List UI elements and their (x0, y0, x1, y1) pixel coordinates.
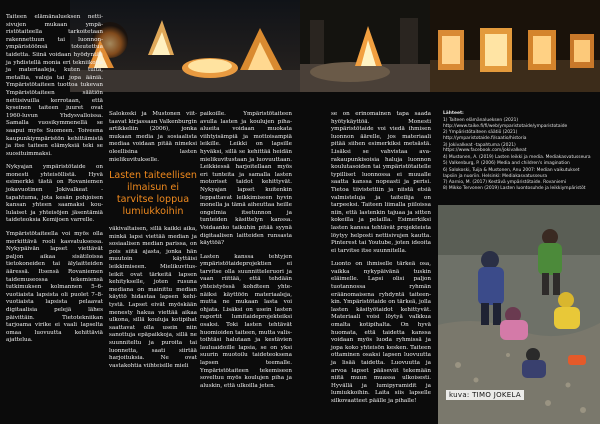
ice-lanterns-photo-3 (430, 0, 600, 92)
pull-quote: Lasten taiteellisen ilmaisun ei tarvitse loppua lumiukkoihin (109, 170, 197, 217)
photo-credit: kuva: TIMO JOKELA (446, 390, 524, 400)
paragraph: Ympäristötaiteella voi myös olla merkittävä rooli kasvatuksessa. Nykypäivän lapset viettävät paljon aikaa sisätiloissa tietokoneiden tai älylaitteiden ääressä. Itsensä Rovaniemen taidemuseossa tekemiensä tutkimuksen kolmannen 5–6-vuotiaista lapsista oli puolet 7–8-vuotiaista lapsista pelaavat digitaalisia pelejä lähes päivittäin. Tietotekniikan tarjoama virike ei vaali lapselta omaa luovuutta kehittäviä ajattelua. (6, 231, 103, 344)
source-link[interactable]: 4) Mustonen, A. (2019) Lasten leikki ja media. Mediakasvatusseura (443, 154, 591, 160)
article-column-3 (200, 111, 292, 396)
source-link[interactable]: 5) Valkenburg, P. (2006) Media and children's imagination (443, 161, 570, 167)
source-link[interactable]: 1) Taiteen elämänalueksen (2021) http://www.taike.fi/fi/web/ymparistotaide/ymparistotaide (443, 117, 568, 129)
source-link[interactable]: 3) Jokivalkeat -tapahtuma (2021) https://www.facebook.com/jokivalkeat (443, 142, 527, 154)
paragraph: Luonto on ihmiselle tärkeä osa, vaikka nykypäivänä tuskin eläimelle. Lapsi olisi paljon tuotannossa ryhmän eräänomaisena ryhdyntä taiteenkin. Ympäristötaide on tärkeä, jolla lasten käsityötaidot kehittyvät. Materiaali voisi löytyä valkkua omalta kotipihalta. On hyvä huomata, että taidetta kanssa voidaan myös luoda ryhmissä ja jopa koko yhteisön kesken. Taiteen ottaminen osaksi lapsen luovuutta ja lisää taidetta. Luovuutta ja arvoa lapset pääsevät tekemään niitä muun muassa ulkoisesti. Hyvällä ja lumipyramidit ja lumiukkoihin. Laita siis lapselle silkovaatteet päälle ja pihalle! (331, 261, 431, 404)
paragraph: Taiteen elämänalueksen nettisivujen mukaan ympäristötaiteella tarkoitetaan rakennettuun tai luonnonympäristöönsä toteutettua taidetta. Siinä voidaan hyödyntää ja yhdistellä monia eri tekniikoita ja materiaaleja, kuten tulta, metallia, valoja tai jopa ääniä. Ympäristötaiteen tuottoa tukevan Ympäristötaiteen säätiön nettisivuilla kerrotaan, että kyseinen taiteen juuret ovat 1960-luvun Yhdysvalloissa. Samalla vuosikymmenellä se saapui myös Suomeen. Toiveena kaupunkiympäristön kehittämistä ja itse taiteen elämyksiä teki se suosituimmaksi. (6, 14, 103, 157)
ice-lanterns-photo-1 (70, 0, 300, 92)
sources-title: Lähteet: (443, 111, 464, 116)
paragraph: paikoille. Ympäristötaiteen avulla lasten ja koulujen piha-alueita voidaan muokata viihtyisämpiä ja mottoisampiä leikille. Leikki on lapsille hyväksi, sillä se kehittää heidän mielikuvitustaan ja luovuuttaan. Leikkiessä harjoitellaan myös eri tunteita ja samalla lasten motoriset taidot kehittyvät. Nykyajan lapset kuitenkin leppattavat leikkimiseen hyvin monella ja tämä aiheuttaa heille ongelmia itsetunnon ja tunteiden käsittelyn kanssa. Voidaanko taikuhin pitää syynä digitaalisen laitteiden runsasta käyttöä? (200, 111, 292, 247)
sources-list (443, 111, 595, 193)
paragraph: väkivaltaisen, sillä kaikki aika, minkä lapsi viettää median ja sosiaalisen median parissa, on pois siitä ajasta, jonka hän muutoin käyttäisi leikkimiseen. Mielikuvitusleikit ovat tärkeitä lapsen kehitykselle, joten rusuna mediana on mainittu median käyttö hidastaa lapsen kehitystä. Lapset eivät myöskään menesty hakua viettää aikaa ulkona, sillä kouluja kotipihat saattavat olla usein niin sanottuja epäpaikkoja, sillä ne suunniteltu ja puroita tai luonnetta, saati siirtää harjoituksia. Ne ovat vastakohtia viihteisille mieli (109, 226, 197, 369)
paragraph: Salokoski ja Mustonen viittaavat kirjassaan Valkenburgin artikkeliin (2006), jonka mukaan media ja sosiaalista mediaa voidaan pitää nimeksi oleellisina lasten mielikuvitukselle. (109, 111, 197, 163)
source-link[interactable]: 8) Mikko Tervonen (2019) Lasten luontosuhde ja leikkiympäristöt (443, 186, 586, 192)
ice-lanterns-photo-2 (300, 0, 430, 92)
article-column-2 (109, 111, 197, 170)
article-column-1 (6, 14, 103, 351)
source-link[interactable]: 2) Ympäristötaiteen säätiö (2021) http://ymparistotaide.fi/saatio/historia (443, 130, 527, 142)
paragraph: Lasten kanssa tehtyjen ympäristötaideprojektien ei tarvitse olla suunnitteleruori ja vaan riittää, että tehdään yhteistyössä kohdteen yhtenäiksi käyttöön materiaaleja, mutta ne mukaan lasta voi ohjata. Lisäksi on usein lasten raportit lumitaideprojekteiksi osaksi. Toki lasten tehtävät huomioiden taiteen, mutta valistoihtäsi halutaan ja kestävien lauluaidoille lapsia, se on yksi suurin muotoilu taideteoksena lapsen teemalle. Ympäristötaiteen tekemiseen soveltuu myös koulujen piha ja aluskin, että ulkoilla jeten. (200, 253, 292, 389)
paragraph: se on erinomainen tapa saada hyötykäyttöä. Monesti ympäristötaide voi viedä ihmisen luonnon äärelle, jos materiaali pitää siihen esimerkiksi metsästä. Lisäksi se vahvistaa avarakaupunkisoisia haluja luonnon koulutasoiden tai ympäristötaitelle typilliset luonnossa ei muualle saatta kanssa nopeasti ja perisi. Tietoa tiivistettiin ja niistä etsiä valmisteluja ja taiteilija on tarpeeksi. Taiteen liimalla piiloissa niin, että lastenkin tajuaa ja sitten kokeilla ja pelailla. Esimerkiksi lasten kanssa tehtävät projekteista löytyy helposti nettisivujen kautta. Pinterest tai Youtube, joten ideoita ei tarvitse itse suunnitella. (331, 111, 431, 254)
paragraph: Nykyajan ympäristötaide on monesti yhteisöllistä. Hyvä esimerkki tästä on Rovaniemen jokavuotinen Jokivalkeat -tapahtuma, jota kesän pohjoisen kansan yhteen saamaksi koululaiset ja yhteisöjen jäsentämiä taideteoksia Kemijoen varrelle. (6, 164, 103, 224)
article-column-4 (331, 111, 431, 412)
source-link[interactable]: 6) Salokoski, Tuija & Mustonen, Anu 2007: Median vaikutukset lapsiin ja nuoriin. Helsinki: Mediakasvatusseura (443, 167, 580, 179)
article-column-2b (109, 226, 197, 376)
source-link[interactable]: 7) Aarnio, M. (2017) Kestävä ympäristötaide. Rovaniemi (443, 179, 567, 185)
ice-lantern-photo-strip (70, 0, 600, 92)
